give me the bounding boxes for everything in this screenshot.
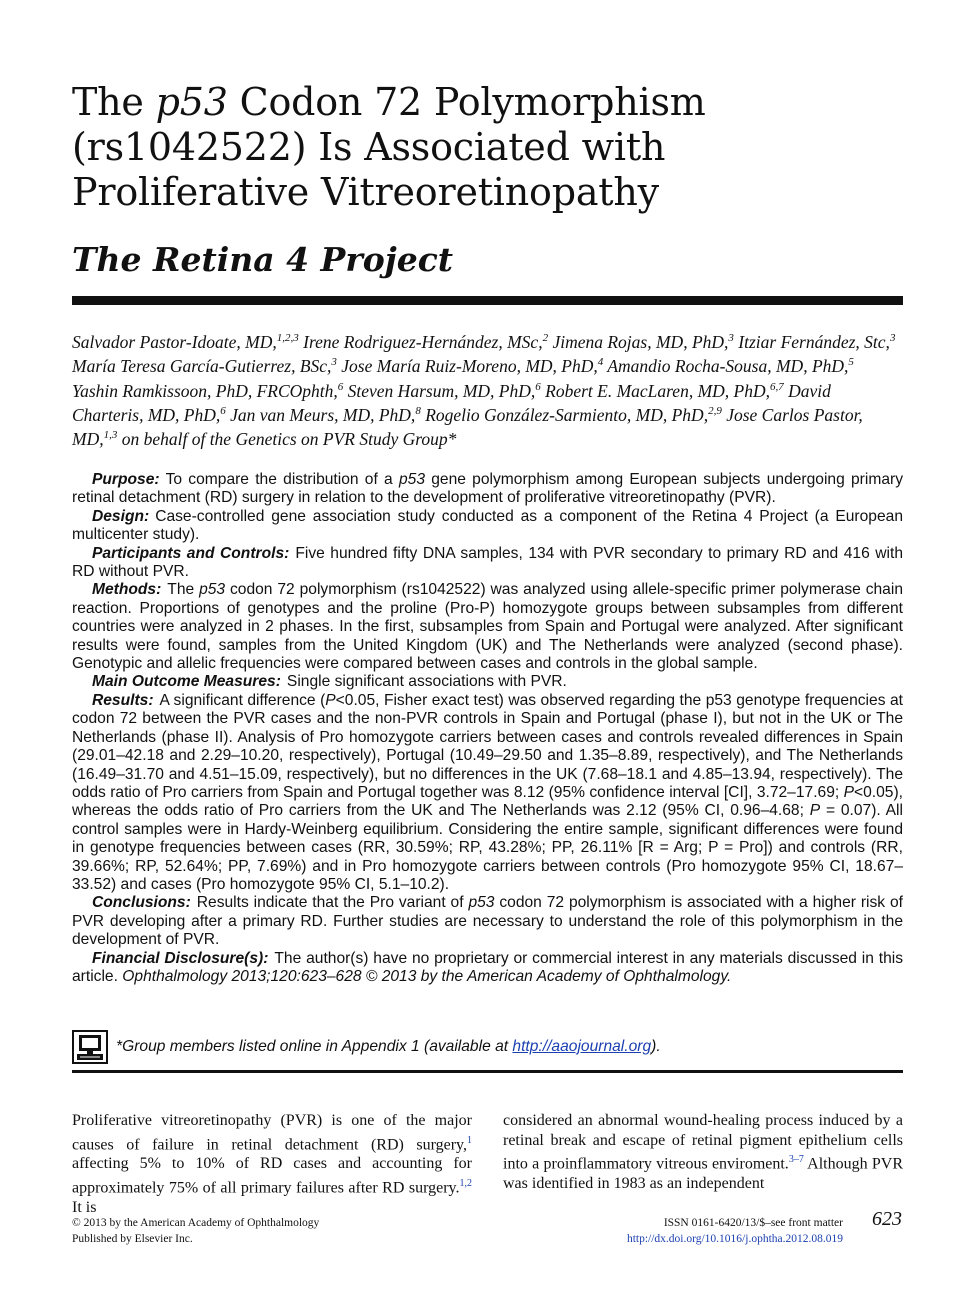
abstract-methods: Methods: The p53 codon 72 polymorphism (rs1042522) was analyzed using allele-specific primer polymerase chain reaction. Proportions of genotypes and the proline (Pro-P) homozygote groups between subsamples from different countries were analyzed in 2 phases. In the first, subsamples from Spain and Portugal were analyzed. After significant results were found, samples from the United Kingdom (UK) and The Netherlands were analyzed (second phase). Genotypic and allelic frequencies were compared between cases and controls in the global sample. (72, 581, 903, 673)
purpose-label: Purpose: (92, 471, 160, 488)
conclusions-label: Conclusions: (92, 894, 191, 912)
body-text-right-column: considered an abnormal wound-healing process induced by a retinal break and escape of retinal pigment epithelium cells into a proinflammatory vitreous enviroment.$^{3-7}$ Although PVR was identified in 1983 as an independent (503, 1112, 903, 1192)
issn-line: ISSN 0161-6420/13/$–see front matter (663, 1217, 843, 1229)
abstract-outcome: Main Outcome Measures: Single significant associations with PVR. (92, 673, 567, 691)
author-name: Yashin Ramkissoon, PhD, FRCOphth, (72, 380, 338, 401)
title-gene-name: p53 (155, 80, 228, 124)
author-name: Robert E. MacLaren, MD, PhD, (545, 380, 770, 401)
author-name: Jan van Meurs, MD, PhD, (230, 404, 416, 425)
author-name: Irene Rodriguez-Hernández, MSc, (303, 331, 543, 352)
affiliation-marker: 8 (415, 404, 421, 417)
author-name: Amandio Rocha-Sousa, MD, PhD, (607, 356, 849, 377)
computer-monitor-icon (72, 1030, 108, 1064)
abstract-results: Results: A significant difference (P<0.05, Fisher exact test) was observed regarding the p53 genotype frequencies at codon 72 between the PVR cases and the non-PVR controls in Spain and Portugal (phase I), but not in the UK or The Netherlands (phase II). Analysis of Pro homozygote carriers between cases and controls revealed differences in Spain (29.01–42.18 and 2.29–10.20, respectively), Portugal (10.49–29.50 and 1.35–8.89, respectively), and The Netherlands (16.49–31.70 and 4.51–15.09, respectively), but no differences in the UK (7.68–18.1 and 4.85–13.94, respectively). The odds ratio of Pro carriers from Spain and Portugal together was 8.12 (95% confidence interval [CI], 3.72–17.69; P<0.05), whereas the odds ratio of Pro carriers from the UK and The Netherlands was 2.12 (95% CI, 0.96–4.68; P = 0.07). All control samples were in Hardy-Weinberg equilibrium. Considering the entire sample, significant differences were found in genotype frequencies between cases (RR, 30.59%; RP, 43.28%; PP, 26.11% [R = Arg; P = Pro]) and controls (RR, 39.66%; RP, 52.64%; PP, 7.69%) and in Pro homozygote carriers between controls (Pro homozygote 95% CI, 18.67–33.52) and cases (Pro homozygote 95% CI, 5.1–10.2). (72, 691, 903, 893)
title-divider (72, 296, 903, 305)
footer-copyright (72, 1215, 319, 1247)
journal-citation: Ophthalmology 2013;120:623–628 © 2013 by the American Academy of Ophthalmology. (122, 967, 732, 985)
disclosure-label: Financial Disclosure(s): (92, 949, 269, 967)
publisher-line: Published by Elsevier Inc. (72, 1233, 193, 1245)
page-number: 623 (872, 1208, 902, 1230)
abstract-design: Design: Case-controlled gene association study conducted as a component of the Retina 4 Project (a European multicenter study). (72, 507, 903, 544)
author-list (72, 328, 903, 450)
participants-label: Participants and Controls: (92, 544, 290, 562)
abstract-purpose: Purpose: To compare the distribution of a p53 gene polymorphism among European subjects undergoing primary retinal detachment (RD) surgery in relation to the development of proliferative vitreoretinopathy (PVR). (72, 471, 903, 507)
copyright-line: © 2013 by the American Academy of Ophthalmology (72, 1217, 320, 1229)
results-label: Results: (92, 691, 154, 709)
affiliation-marker: 6 (220, 404, 226, 417)
affiliation-marker: 6,7 (770, 380, 784, 393)
author-name: Rogelio González-Sarmiento, MD, PhD, (425, 404, 709, 425)
design-label: Design: (92, 507, 150, 525)
reference-link[interactable]: 1 (467, 1134, 472, 1146)
appendix-note (72, 1030, 903, 1064)
abstract-disclosure: Financial Disclosure(s): The author(s) have no proprietary or commercial interest in any materials discussed in this article. Ophthalmology 2013;120:623–628 © 2013 by the American Academy of Ophthalmology. (72, 949, 903, 985)
affiliation-marker: 3 (728, 332, 734, 344)
affiliation-marker: 2 (542, 332, 549, 344)
outcome-label: Main Outcome Measures: (92, 673, 281, 691)
affiliation-marker: 1,2,3 (276, 332, 299, 344)
author-name: Itziar Fernández, Stc, (738, 331, 890, 352)
abstract-divider (72, 1070, 903, 1073)
reference-link[interactable]: 1,2 (459, 1177, 472, 1189)
affiliation-marker: 6 (337, 380, 344, 393)
author-name: Salvador Pastor-Idoate, MD, (72, 331, 277, 352)
affiliation-marker: 1,3 (103, 429, 118, 442)
journal-website-link[interactable]: http://aaojournal.org (512, 1038, 652, 1055)
author-name: David Charteris, MD, PhD, (72, 380, 831, 425)
affiliation-marker: 5 (848, 356, 854, 369)
affiliation-marker: 4 (597, 356, 604, 369)
abstract-participants: Participants and Controls: Five hundred fifty DNA samples, 134 with PVR secondary to primary RD and 416 with RD without PVR. (72, 544, 904, 581)
affiliation-marker: 6 (535, 380, 541, 393)
affiliation-marker: 3 (331, 356, 337, 369)
article-subtitle: The Retina 4 Project (72, 240, 454, 279)
affiliation-marker: 2,9 (708, 404, 722, 417)
author-name: María Teresa García-Gutierrez, BSc, (72, 356, 332, 377)
affiliation-marker: 3 (889, 332, 896, 344)
appendix-text: *Group members listed online in Appendix 1 (available at http://aaojournal.org). (116, 1038, 661, 1055)
footer-issn (560, 1215, 843, 1247)
study-group-credit: on behalf of the Genetics on PVR Study Group* (117, 429, 457, 450)
abstract (72, 471, 903, 986)
methods-label: Methods: (92, 581, 162, 599)
body-text-left-column: Proliferative vitreoretinopathy (PVR) is one of the major causes of failure in retinal detachment (RD) surgery,$^1$ affecting 5% to 10% of RD cases and accounting for approximately 75% of all primary failures after RD surgery.$^{1,2}$ It is (72, 1112, 472, 1216)
reference-link[interactable]: 3–7 (788, 1154, 804, 1165)
doi-link[interactable]: http://dx.doi.org/10.1016/j.ophtha.2012.08.019 (626, 1233, 843, 1245)
abstract-conclusions: Conclusions: Results indicate that the Pro variant of p53 codon 72 polymorphism is associated with a higher risk of PVR developing after a primary RD. Further studies are necessary to understand the role of this polymorphism in the development of PVR. (72, 894, 903, 949)
author-name: Jimena Rojas, MD, PhD, (552, 331, 729, 352)
author-name: Steven Harsum, MD, PhD, (347, 380, 536, 401)
article-title: The p53 Codon 72 Polymorphism (rs1042522) Is Associated with Proliferative Vitreoretinopathy (72, 80, 706, 214)
author-name: Jose Carlos Pastor, MD, (72, 404, 863, 450)
author-name: Jose María Ruiz-Moreno, MD, PhD, (341, 356, 598, 377)
